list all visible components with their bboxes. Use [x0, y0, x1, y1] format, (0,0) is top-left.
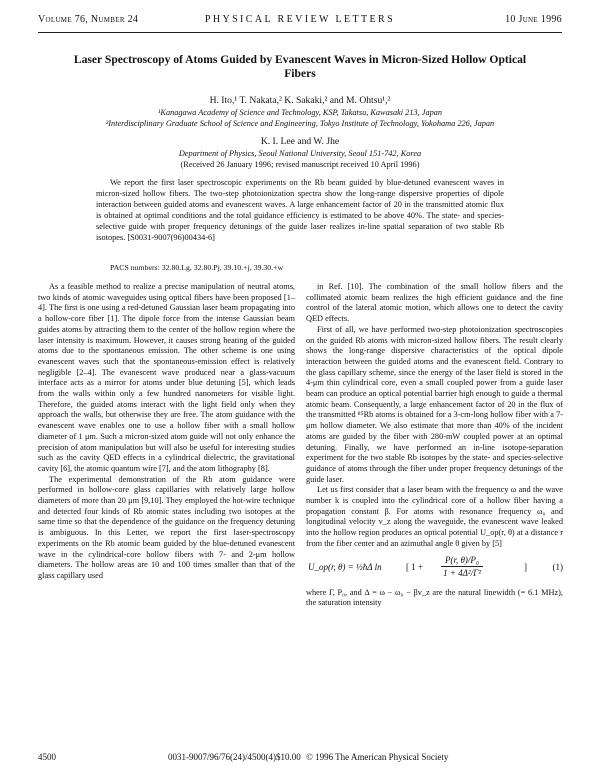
equation-fraction: [441, 555, 483, 579]
issue-date: 10 June 1996: [505, 14, 562, 25]
equation-bracket-close: ]: [524, 561, 527, 572]
equation-denominator: 1 + 4Δ²/Γ²: [443, 568, 481, 579]
affiliation-2: ²Interdisciplinary Graduate School of Science and Engineering, Tokyo Institute of Technology, Yokohama 226, Japan: [105, 119, 495, 128]
equation-number: (1): [552, 561, 563, 572]
author-list-2: K. I. Lee and W. Jhe: [260, 136, 340, 147]
received-dates: (Received 26 January 1996; revised manuscript received 10 April 1996): [180, 160, 420, 169]
paragraph: The experimental demonstration of the Rb atom guidance were performed in hollow-core glass capillaries with relatively large hollow diameters of more than 20 μm [9,10]. They employed the hot-wire technique and detected four kinds of Rb atomic states including two isotopes at the same time so that the dependence of the guidance on the frequency detuning is ambiguous. In this Letter, we report the first laser-spectroscopy experiments on the Rb atomic beam guided by the blue-detuned evanescent wave in the cylindrical-core hollow fibers with 7- and 2-μm hollow diameters. The hollow areas are 10 and 100 times smaller than that of the glass capillary used: [38, 474, 295, 580]
paragraph: First of all, we have performed two-step photoionization spectroscopies on the guided Rb atoms with micron-sized hollow fibers. The result clearly shows the long-range dispersive characteristics of the optical dipole interaction between the guided atoms and the evanescent field. Contrary to the glass capillary scheme, since the energy of the laser field is stored in the 4-μm thin cylindrical core, even a small coupled power from a guide laser beam can produce an optical potential barrier high enough to guide a thermal atomic beam. Consequently, a large enhancement factor of 20 in the flux of the transmitted ⁸⁵Rb atoms is obtained for a 3-cm-long hollow fiber with a 7-μm hollow diameter. We also estimate that more than 40% of the incident atoms are guided by the fiber with 280-mW coupled power at an optimal detuning. Finally, we have performed an in-line isotope-separation experiment for the two stable Rb isotopes by the state- and species-selective guidance of atoms through the fiber under proper frequency detunings of the guide laser.: [306, 324, 563, 484]
paper-title: Laser Spectroscopy of Atoms Guided by Evanescent Waves in Micron-Sized Hollow Optical Fibers: [73, 53, 527, 80]
volume-number: Volume 76, Number 24: [38, 14, 139, 25]
running-header: [38, 14, 562, 30]
right-column: [306, 282, 563, 609]
page-number: 4500: [38, 752, 56, 762]
paragraph: where Γ, P₀, and Δ = ω − ω₀ − βv_z are the natural linewidth (= 6.1 MHz), the saturation intensity: [306, 587, 563, 608]
paragraph: As a feasible method to realize a precise manipulation of neutral atoms, two kinds of atomic waveguides using optical fibers have been proposed [1–4]. The first is one using a red-detuned Gaussian laser beam propagating into a hollow-core fiber [1]. The dipole force from the intense Gaussian beam guides atoms by attracting them to the center of the hollow region where the laser intensity is maximum. However, it causes strong heating of the guided atoms due to the spontaneous emission. The other scheme is one using evanescent waves such that the spontaneous-emission effect is relatively negligible [2–4]. The evanescent wave produced near a glass-vacuum interface acts as a mirror for atoms under blue detuning [5], which leads from the walls within only a few hundred nanometers for visible light. Therefore, the guided atoms interact with the light field only when they approach the walls, but otherwise they are free. The atom guidance with the evanescent wave enables one to use a hollow fiber with a small hollow diameter of 1 μm. Such a micron-sized atom guide will not only enhance the precision of atom manipulation but will also be useful for interesting studies such as the cavity QED effects in a cylindrical dielectric, the gravitational cavity [6], the atomic quantum wire [7], and the atom lithography [8].: [38, 282, 295, 473]
author-block-1: [40, 95, 560, 129]
author-block-2: [40, 136, 560, 170]
pacs-numbers: PACS numbers: 32.80.Lg, 32.80.Pj, 39.10.+j, 39.30.+w: [110, 263, 284, 272]
author-list-1: H. Ito,¹ T. Nakata,² K. Sakaki,² and M. Ohtsu¹,²: [209, 95, 391, 106]
equation-lhs: U_op(r, θ) = ½ħΔ ln: [308, 561, 382, 572]
equation-bracket-open: [ 1 +: [406, 561, 424, 572]
equation-1: [306, 553, 563, 585]
copyright: © 1996 The American Physical Society: [306, 752, 449, 762]
abstract: We report the first laser spectroscopic experiments on the Rb beam guided by blue-detuned evanescent waves in micron-sized hollow fibers. The two-step photoionization spectra show the long-range dispersive properties of dipole interaction between guided atoms and evanescent waves. A large enhancement factor of 20 in the transmitted atomic flux is obtained at optimal conditions and the total guidance efficiency is estimated to be above 40%. The state- and species-selective guide with proper frequency detunings of the guide laser realizes in-line spatial separation of two stable Rb isotopes. [S0031-9007(96)00434-6]: [96, 178, 504, 242]
affiliation-1: ¹Kanagawa Academy of Science and Technology, KSP, Takatsu, Kawasaki 213, Japan: [157, 108, 443, 117]
page-footer: [38, 752, 562, 764]
paragraph: in Ref. [10]. The combination of the small hollow fibers and the collimated atomic beam realizes the high efficient guidance and the fine control of the lateral atomic motion, which allows one to detect the cavity QED effects.: [306, 282, 563, 324]
equation-numerator: P(r, θ)/P₀: [441, 555, 483, 568]
affiliation-3: Department of Physics, Seoul National University, Seoul 151-742, Korea: [178, 149, 422, 158]
left-column: [38, 282, 295, 582]
article-code: 0031-9007/96/76(24)/4500(4)$10.00: [168, 752, 301, 762]
header-rule: [38, 32, 562, 33]
paragraph: Let us first consider that a laser beam with the frequency ω and the wave number k is coupled into the cylindrical core of a hollow fiber having a propagation constant β. For atoms with resonance frequency ω₀ and longitudinal velocity v_z along the waveguide, the evanescent wave leaked into the hollow region produces an optical potential U_op(r, θ) at a distance r from the fiber center and an azimuthal angle θ given by [5]: [306, 485, 563, 548]
journal-name: PHYSICAL REVIEW LETTERS: [204, 14, 396, 25]
